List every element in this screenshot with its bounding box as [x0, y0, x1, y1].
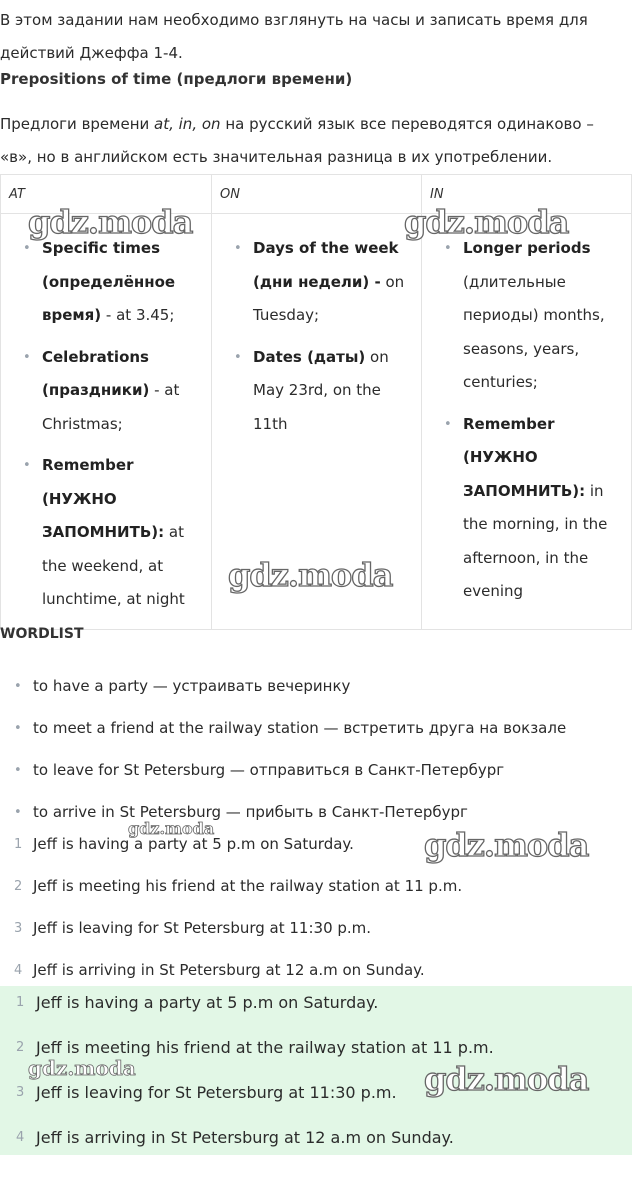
para-italic: at, in, on [154, 115, 221, 133]
item-bold: Remember (НУЖНО ЗАПОМНИТЬ): [463, 414, 586, 500]
item-bold: Remember (НУЖНО ЗАПОМНИТЬ): [42, 456, 165, 541]
sentence-text: Jeff is leaving for St Petersburg at 11:30 p.m. [33, 919, 372, 937]
item-number: 2 [16, 1040, 25, 1055]
list-item [21, 341, 207, 442]
watermark: gdz.moda [228, 556, 393, 594]
watermark: gdz.moda [28, 203, 193, 241]
item-number: 4 [16, 1130, 25, 1145]
column-in [422, 214, 632, 630]
item-text: - at Christmas; [42, 381, 180, 433]
list-item [232, 232, 417, 333]
item-bold: Specific times (определённое время) [42, 239, 176, 324]
sentence-item [0, 870, 632, 912]
answer-text: Jeff is leaving for St Petersburg at 11:30 p.m. [36, 1083, 397, 1102]
para-after: на русский язык все переводятся одинаково – «в», но в английском есть значительная разница в их употреблении. [0, 115, 594, 166]
sentence-text: Jeff is meeting his friend at the railway station at 11 p.m. [33, 877, 463, 895]
para-before: Предлоги времени [0, 115, 155, 133]
header-on: ON [212, 175, 422, 214]
list-item [21, 449, 207, 617]
list-item [442, 408, 627, 609]
item-number: 4 [14, 963, 23, 978]
item-text: at the weekend, at lunchtime, at night [42, 523, 185, 608]
sentence-text: Jeff is arriving in St Petersburg at 12 a.m on Sunday. [33, 961, 425, 979]
item-number: 3 [14, 921, 23, 936]
item-bold: Longer periods [463, 239, 591, 257]
watermark: gdz.moda [404, 203, 569, 241]
list-item [232, 341, 417, 442]
item-text: - at 3.45; [101, 306, 175, 324]
answer-text: Jeff is meeting his friend at the railway station at 11 p.m. [36, 1038, 494, 1057]
item-number: 1 [16, 995, 25, 1010]
watermark: gdz.moda [28, 1056, 136, 1080]
watermark: gdz.moda [424, 1060, 589, 1098]
wordlist-item: • to leave for St Petersburg — отправиться в Санкт-Петербург [0, 754, 632, 796]
item-text: on Tuesday; [253, 272, 405, 324]
wordlist [0, 670, 632, 838]
answer-text: Jeff is having a party at 5 p.m on Saturday. [36, 993, 379, 1012]
item-text: (длительные периоды) months, seasons, years, centuries; [463, 272, 605, 391]
item-bold: Dates (даты) [253, 347, 366, 366]
watermark: gdz.moda [424, 826, 589, 864]
wordlist-title: WORDLIST [0, 626, 84, 642]
header-at: AT [1, 175, 212, 214]
item-bold: Days of the week (дни недели) - [253, 239, 399, 291]
item-number: 2 [14, 879, 23, 894]
item-text: in the morning, in the afternoon, in the evening [463, 481, 608, 600]
list-item [442, 232, 627, 400]
header-in: IN [422, 175, 632, 214]
item-number: 3 [16, 1085, 25, 1100]
item-bold: Celebrations (праздники) [42, 347, 150, 399]
wordlist-item: • to arrive in St Petersburg — прибыть в Санкт-Петербург [0, 796, 632, 838]
watermark: gdz.moda [128, 819, 215, 838]
sentence-text: Jeff is having a party at 5 p.m on Saturday. [33, 835, 354, 853]
prepositions-paragraph [0, 108, 630, 174]
answer-item [0, 986, 632, 1031]
list-item [21, 232, 207, 333]
answer-item [0, 1121, 632, 1166]
column-at [1, 214, 212, 630]
intro-text: В этом задании нам необходимо взглянуть на часы и записать время для действий Джеффа 1-4. [0, 11, 588, 62]
item-text: on May 23rd, on the 11th [253, 347, 389, 433]
sentence-item [0, 912, 632, 954]
item-number: 1 [14, 837, 23, 852]
answer-text: Jeff is arriving in St Petersburg at 12 a.m on Sunday. [36, 1128, 454, 1147]
wordlist-item: • to have a party — устраивать вечеринку [0, 670, 632, 712]
wordlist-item: • to meet a friend at the railway station — встретить друга на вокзале [0, 712, 632, 754]
prepositions-heading: Prepositions of time (предлоги времени) [0, 70, 353, 88]
